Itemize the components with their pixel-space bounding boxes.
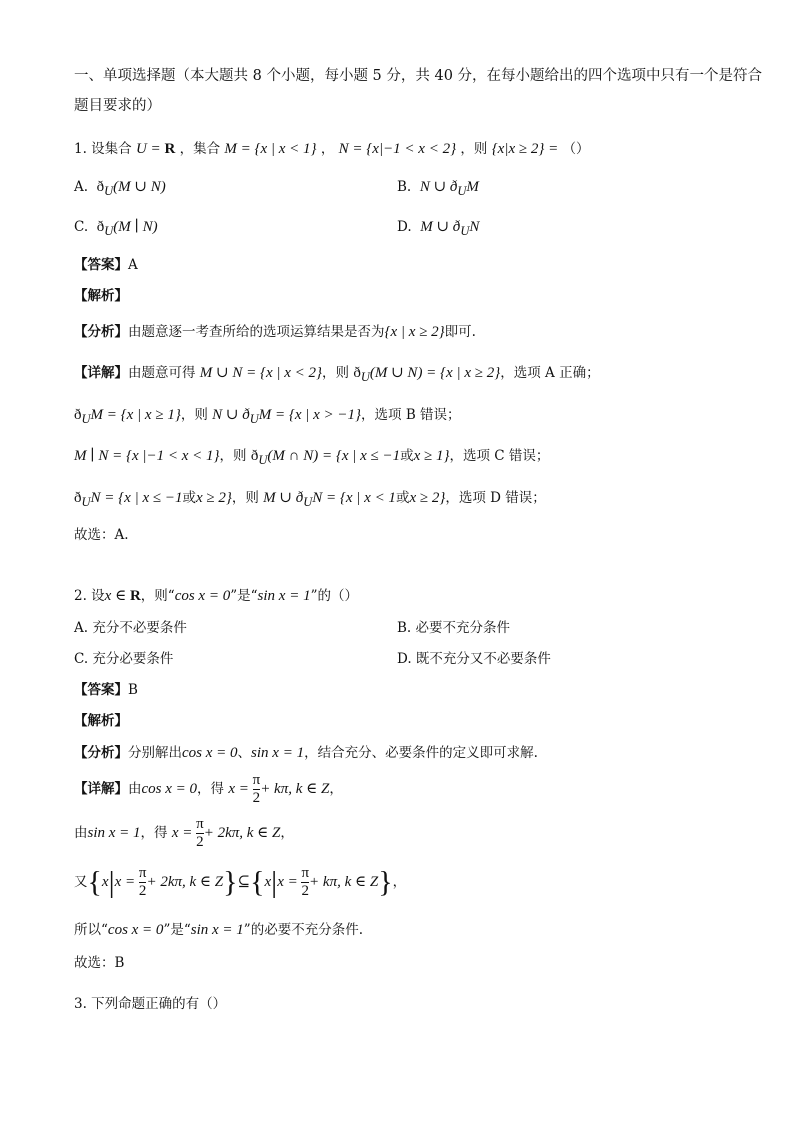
q1-detail-4: $ð_UN = \{x$ | x ≤ −1或x ≥ 2}，则 M ∪ $ð_UN = \{x$ | x < 1或x ≥ 2}，选项 D 错误； [74,490,546,509]
q2-final: 故选：B [74,955,125,971]
q2-option-a[interactable]: A. 充分不必要条件 [74,620,187,636]
q2-answer: 【答案】B [74,682,138,698]
q1-option-a[interactable]: A. $ð_U(M$ ∪ N) [74,179,166,198]
q2-fenxi: 【分析】分别解出cos x = 0、sin x = 1，结合充分、必要条件的定义即可求解. [74,745,538,761]
question-2-stem: 2. 设x ∈ R，则“cos x = 0”是“sin x = 1”的（） [74,588,358,604]
q1-option-b[interactable]: B. N ∪ $ð_UM$ [397,179,479,198]
q1-detail-3: M ∣ N = {x |−1 < x < 1}，则 $ð_U(M$ ∩ N) = {x | x ≤ −1或x ≥ 1}，选项 C 错误； [74,448,550,467]
q1-analysis-tag: 【解析】 [74,288,128,304]
q2-detail-3: 又{$x|x = \frac{\pi}{2}+ 2k\pi$, k ∈ Z}⊆{x|x = $\frac{\pi}{2}+ k\pi$, k ∈ Z}， [74,865,407,900]
q1-answer: 【答案】A [74,257,138,273]
q1-option-c[interactable]: C. $ð_U(M$ ∣ N) [74,219,158,238]
q1-final: 故选：A. [74,527,129,543]
q1-option-d[interactable]: D. M ∪ $ð_UN$ [397,219,480,238]
q2-option-d[interactable]: D. 既不充分又不必要条件 [397,651,551,667]
q2-detail-1: 【详解】由cos x = 0，得 $x = \frac{\pi}{2}+ k\pi$, k ∈ Z， [74,772,343,806]
q2-detail-4: 所以“cos x = 0”是“sin x = 1”的必要不充分条件. [74,922,363,938]
q2-option-b[interactable]: B. 必要不充分条件 [397,620,511,636]
q2-option-c[interactable]: C. 充分必要条件 [74,651,174,667]
q1-detail-1: 【详解】由题意可得 M ∪ N = {x | x < 2}，则 $ð_U(M$ ∪ N) = {x | x ≥ 2}，选项 A 正确； [74,365,600,384]
q1-fenxi: 【分析】由题意逐一考查所给的选项运算结果是否为{x | x ≥ 2}即可. [74,324,476,340]
question-3-stem: 3. 下列命题正确的有（） [74,996,227,1012]
section-heading-line2: 题目要求的） [74,98,161,114]
section-heading-line1: 一、单项选择题（本大题共 8 个小题，每小题 5 分，共 40 分，在每小题给出的四个选项中只有一个是符合 [74,68,763,84]
q2-detail-2: 由sin x = 1，得 $x = \frac{\pi}{2}+ 2k\pi$, k ∈ Z， [74,816,294,850]
question-1-stem: 1. 设集合 U = R ，集合 M = {x | x < 1} ， N = {x|−1 < x < 2} ，则 {x|x ≥ 2} = （） [74,141,590,157]
q2-analysis-tag: 【解析】 [74,713,128,729]
q1-detail-2: $ð_UM = \{x$ | x ≥ 1}，则 N ∪ $ð_UM = \{x$ | x > −1}，选项 B 错误； [74,407,461,426]
